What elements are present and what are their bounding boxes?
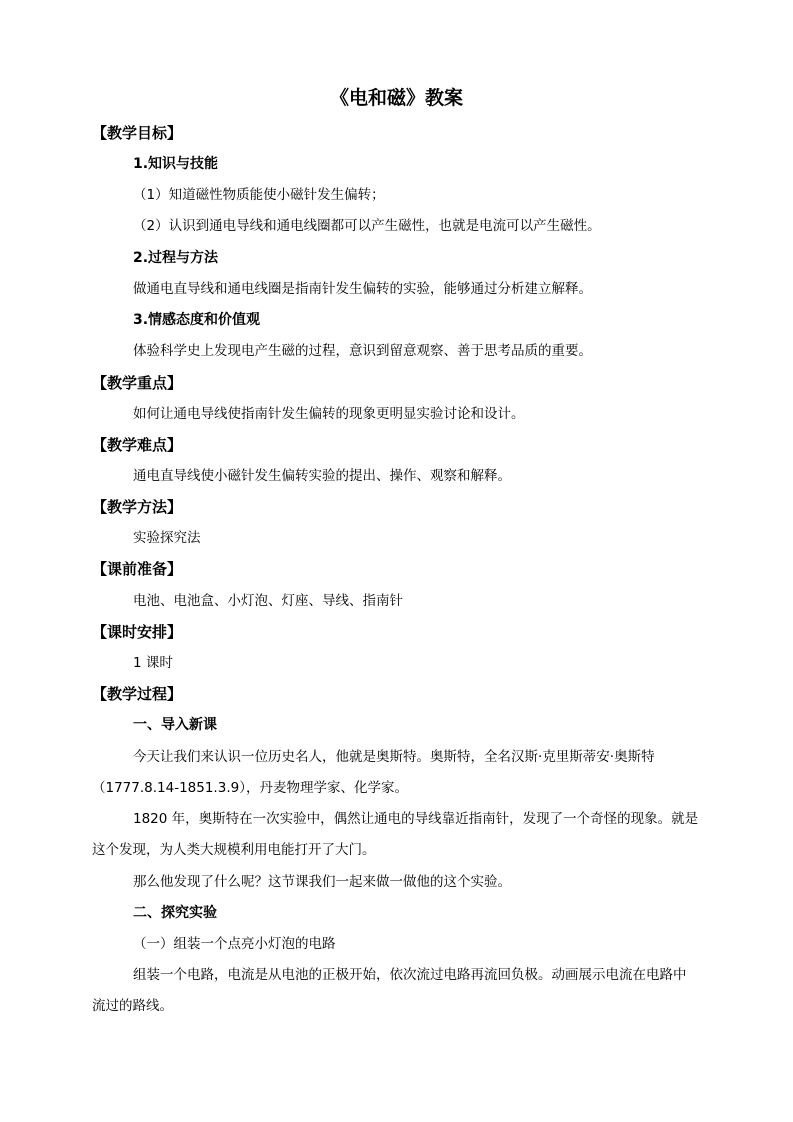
experiment-subsection-1: （一）组装一个点亮小灯泡的电路 [133,936,336,952]
objective-item-1: （1）知道磁性物质能使小磁针发生偏转； [133,187,385,203]
intro-paragraph-1-line-1: 今天让我们来认识一位历史名人，他就是奥斯特。奥斯特，全名汉斯·克里斯蒂安·奥斯特 [133,749,655,765]
preparation-text: 电池、电池盒、小灯泡、灯座、导线、指南针 [133,593,403,609]
experiment-paragraph-1-line-2: 流过的路线。 [92,998,173,1014]
intro-paragraph-3: 那么他发现了什么呢？这节课我们一起来做一做他的这个实验。 [133,874,511,890]
subheading-experiment: 二、探究实验 [133,905,217,921]
intro-paragraph-1-line-2: （1777.8.14-1851.3.9），丹麦物理学家、化学家。 [92,780,408,796]
subheading-introduction: 一、导入新课 [133,717,217,733]
section-heading-key-points: 【教学重点】 [92,374,183,392]
section-heading-objectives: 【教学目标】 [92,124,183,142]
section-heading-difficulties: 【教学难点】 [92,436,183,454]
intro-paragraph-2-line-2: 这个发现，为人类大规模利用电能打开了大门。 [92,842,376,858]
attitude-values-text: 体验科学史上发现电产生磁的过程，意识到留意观察、善于思考品质的重要。 [133,343,592,359]
objective-item-2: （2）认识到通电导线和通电线圈都可以产生磁性，也就是电流可以产生磁性。 [133,218,601,234]
experiment-paragraph-1-line-1: 组装一个电路，电流是从电池的正极开始，依次流过电路再流回负极。动画展示电流在电路中 [133,967,687,983]
subheading-attitude-values: 3.情感态度和价值观 [133,312,261,328]
schedule-text: 1 课时 [133,655,173,671]
methods-text: 实验探究法 [133,530,201,546]
section-heading-methods: 【教学方法】 [92,498,183,516]
section-heading-process: 【教学过程】 [92,685,183,703]
section-heading-preparation: 【课前准备】 [92,560,183,578]
subheading-knowledge-skills: 1.知识与技能 [133,156,219,172]
intro-paragraph-2-line-1: 1820 年，奥斯特在一次实验中，偶然让通电的导线靠近指南针，发现了一个奇怪的现象。就是 [133,811,699,827]
key-points-text: 如何让通电导线使指南针发生偏转的现象更明显实验讨论和设计。 [133,406,525,422]
process-methods-text: 做通电直导线和通电线圈是指南针发生偏转的实验，能够通过分析建立解释。 [133,281,592,297]
subheading-process-methods: 2.过程与方法 [133,250,219,266]
difficulties-text: 通电直导线使小磁针发生偏转实验的提出、操作、观察和解释。 [133,468,511,484]
section-heading-schedule: 【课时安排】 [92,623,183,641]
document-title: 《电和磁》教案 [329,87,463,109]
